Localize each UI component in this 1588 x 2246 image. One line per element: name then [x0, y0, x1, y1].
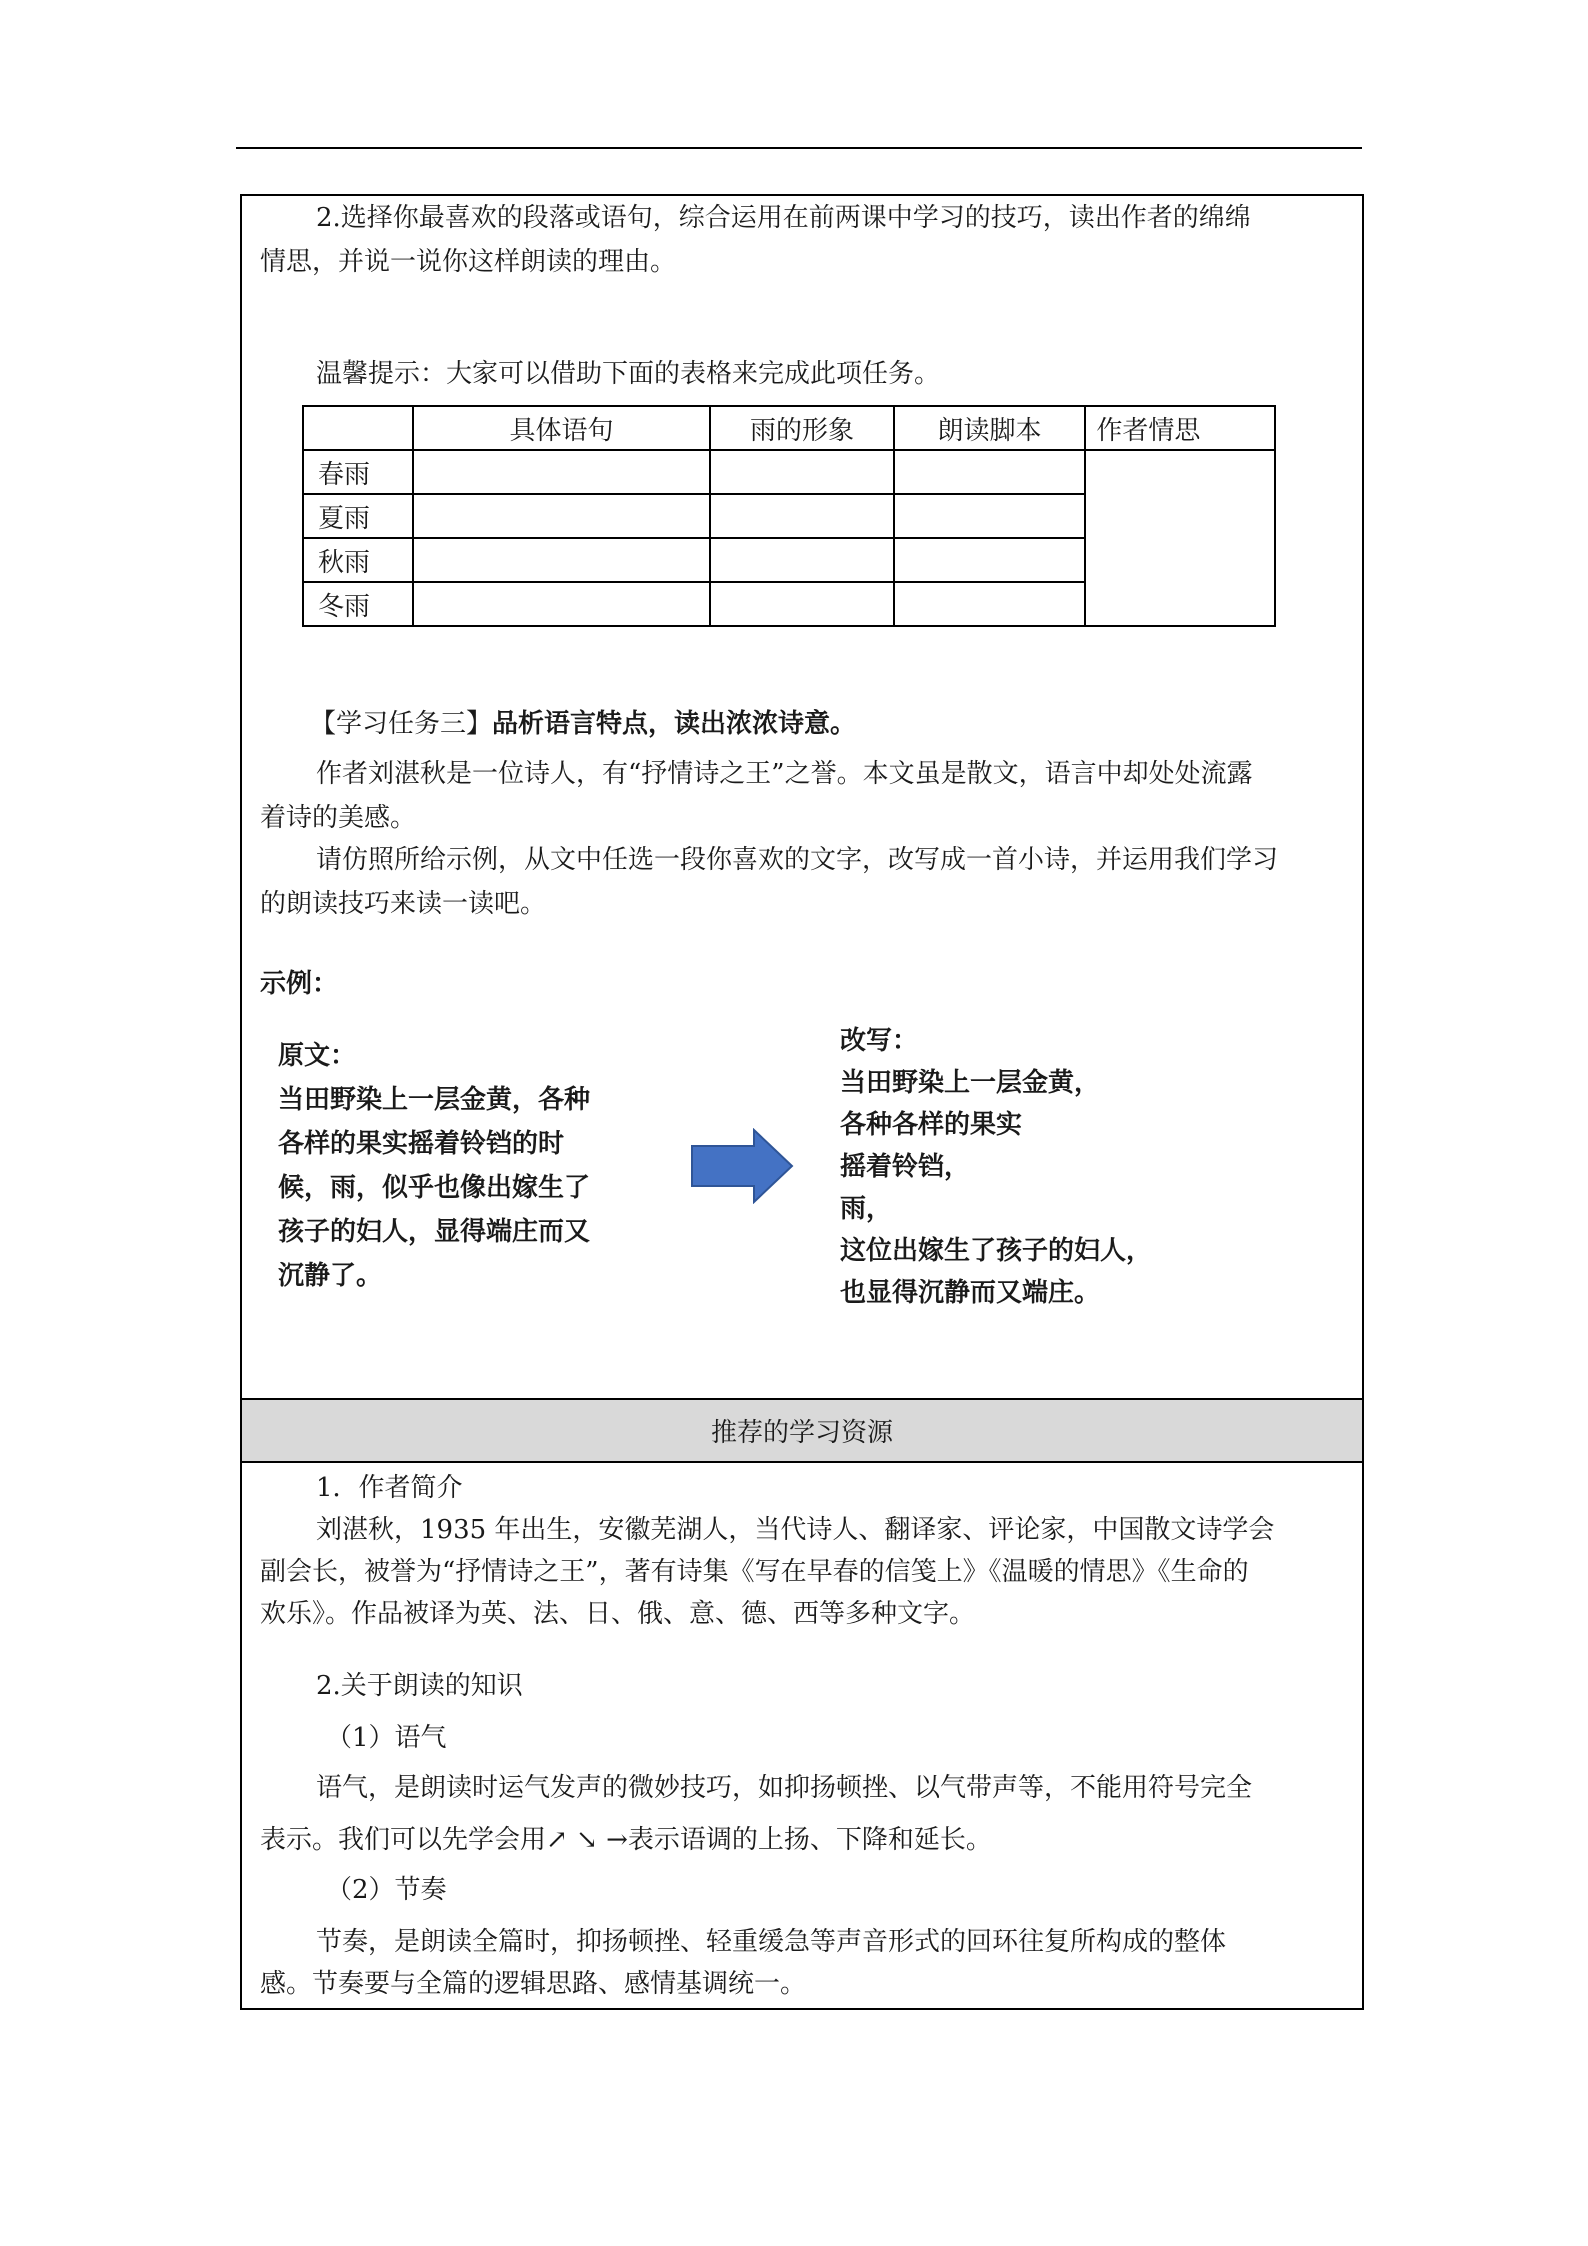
table-cell[interactable] — [894, 582, 1086, 626]
table-cell[interactable] — [894, 538, 1086, 582]
row-label-winter: 冬雨 — [303, 582, 413, 626]
resources-title: 推荐的学习资源 — [242, 1400, 1362, 1461]
table-cell[interactable] — [413, 538, 710, 582]
rhythm-heading: （2）节奏 — [326, 1875, 447, 1905]
example-rewrite — [840, 1020, 1152, 1314]
original-label: 原文： — [278, 1041, 357, 1071]
author-feeling-cell[interactable] — [1085, 450, 1275, 626]
rewrite-line: 也显得沉静而又端庄。 — [840, 1278, 1101, 1308]
tone-heading: （1）语气 — [326, 1723, 447, 1753]
right-arrow-icon — [690, 1128, 794, 1204]
rewrite-line: 这位出嫁生了孩子的妇人， — [840, 1236, 1153, 1266]
table-cell[interactable] — [710, 538, 894, 582]
task3-para1-line2: 着诗的美感。 — [260, 803, 417, 833]
task3-tag: 【学习任务三】 — [310, 709, 493, 739]
header-cell-rain-image: 雨的形象 — [710, 406, 894, 450]
task3-para2-line1: 请仿照所给示例，从文中任选一段你喜欢的文字，改写成一首小诗，并运用我们学习 — [316, 845, 1279, 875]
task3-heading — [310, 702, 856, 746]
rewrite-line: 各种各样的果实 — [840, 1110, 1023, 1140]
author-intro-heading: 1．作者简介 — [316, 1473, 463, 1503]
original-line: 沉静了。 — [278, 1261, 383, 1291]
rhythm-line2: 感。节奏要与全篇的逻辑思路、感情基调统一。 — [260, 1969, 807, 1999]
helper-table — [302, 405, 1276, 627]
table-cell[interactable] — [413, 450, 710, 494]
row-label-summer: 夏雨 — [303, 494, 413, 538]
table-cell[interactable] — [710, 582, 894, 626]
header-cell-empty — [303, 406, 413, 450]
example-label: 示例： — [260, 969, 339, 999]
author-intro-line3: 欢乐》。作品被译为英、法、日、俄、意、德、西等多种文字。 — [260, 1599, 976, 1629]
row-label-spring: 春雨 — [303, 450, 413, 494]
header-cell-reading-script: 朗读脚本 — [894, 406, 1086, 450]
author-intro-line2: 副会长，被誉为“抒情诗之王”，著有诗集《写在早春的信笺上》《温暖的情思》《生命的 — [260, 1557, 1249, 1587]
rewrite-label: 改写： — [840, 1026, 919, 1056]
example-original — [278, 1034, 590, 1298]
rhythm-line1: 节奏，是朗读全篇时，抑扬顿挫、轻重缓急等声音形式的回环往复所构成的整体 — [316, 1927, 1227, 1957]
task3-title: 品析语言特点，读出浓浓诗意。 — [492, 709, 857, 739]
header-cell-author-feeling: 作者情思 — [1085, 406, 1275, 450]
original-line: 候，雨，似乎也像出嫁生了 — [278, 1173, 591, 1203]
original-line: 各样的果实摇着铃铛的时 — [278, 1129, 565, 1159]
table-cell[interactable] — [894, 494, 1086, 538]
task2-tip: 温馨提示：大家可以借助下面的表格来完成此项任务。 — [316, 359, 941, 389]
tone-line1: 语气，是朗读时运气发声的微妙技巧，如抑扬顿挫、以气带声等，不能用符号完全 — [316, 1773, 1253, 1803]
table-cell[interactable] — [413, 494, 710, 538]
task3-para2-line2: 的朗读技巧来读一读吧。 — [260, 889, 547, 919]
tone-line2: 表示。我们可以先学会用↗ ↘ →表示语调的上扬、下降和延长。 — [260, 1825, 992, 1855]
row-label-autumn: 秋雨 — [303, 538, 413, 582]
task3-para1-line1: 作者刘湛秋是一位诗人，有“抒情诗之王”之誉。本文虽是散文，语言中却处处流露 — [316, 759, 1253, 789]
rewrite-line: 摇着铃铛， — [840, 1152, 971, 1182]
rewrite-line: 雨， — [840, 1194, 893, 1224]
header-rule — [236, 147, 1362, 149]
reading-knowledge-heading: 2.关于朗读的知识 — [316, 1671, 523, 1701]
table-row — [303, 450, 1275, 494]
rewrite-line: 当田野染上一层金黄， — [840, 1068, 1101, 1098]
table-cell[interactable] — [710, 450, 894, 494]
table-cell[interactable] — [710, 494, 894, 538]
table-cell[interactable] — [894, 450, 1086, 494]
original-line: 孩子的妇人，显得端庄而又 — [278, 1217, 591, 1247]
section-divider — [240, 1461, 1364, 1463]
helper-table-header — [303, 406, 1275, 450]
header-cell-sentence: 具体语句 — [413, 406, 710, 450]
author-intro-line1: 刘湛秋，1935 年出生，安徽芜湖人，当代诗人、翻译家、评论家，中国散文诗学会 — [316, 1515, 1275, 1545]
task2-line2: 情思，并说一说你这样朗读的理由。 — [260, 247, 677, 277]
original-line: 当田野染上一层金黄，各种 — [278, 1085, 591, 1115]
table-cell[interactable] — [413, 582, 710, 626]
task2-line1: 2.选择你最喜欢的段落或语句，综合运用在前两课中学习的技巧，读出作者的绵绵 — [316, 203, 1251, 233]
